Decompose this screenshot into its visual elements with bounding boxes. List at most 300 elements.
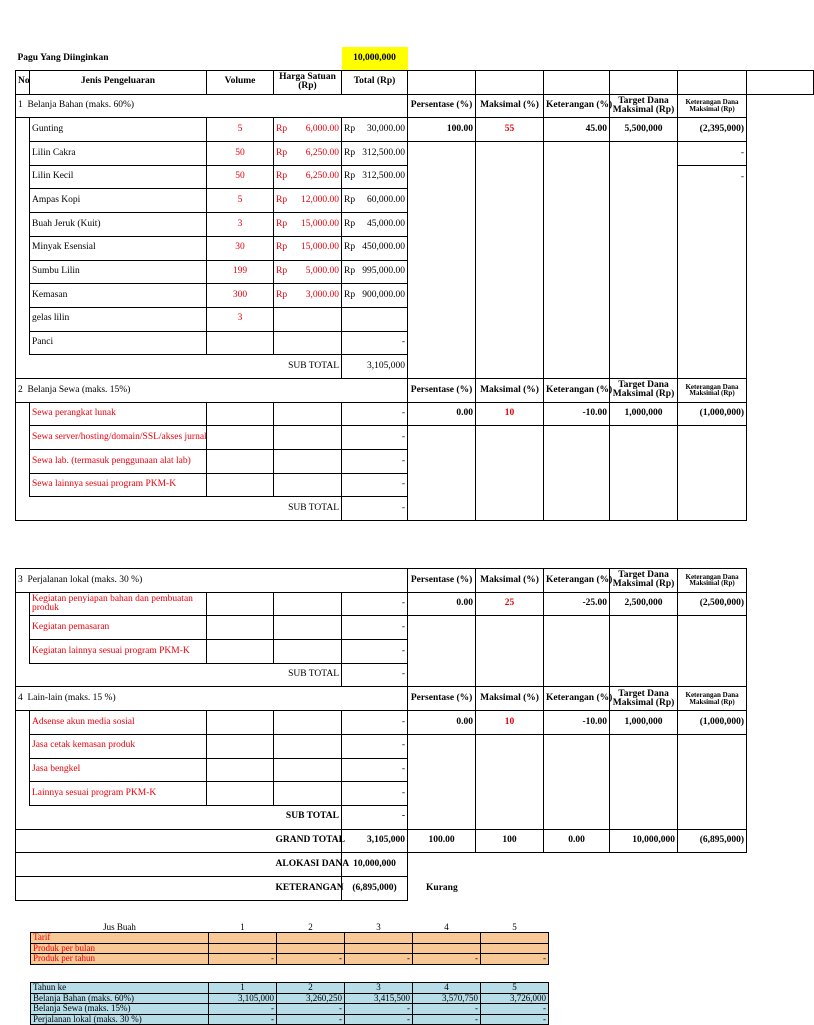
- cell-text: 900,000.00: [362, 289, 405, 300]
- table-cell: Keterangan (%): [544, 378, 610, 402]
- table-cell: -: [345, 1004, 413, 1015]
- table-cell: KETERANGAN: [274, 876, 342, 900]
- table-cell: -: [413, 1004, 481, 1015]
- table-cell: [544, 47, 610, 70]
- table-cell: [274, 236, 342, 260]
- table-cell: [544, 450, 610, 474]
- table-cell: [408, 260, 476, 284]
- table-cell: 5: [207, 189, 274, 213]
- table-row: [16, 734, 814, 758]
- table-cell: Keterangan (%): [544, 569, 610, 593]
- table-cell: 50: [207, 142, 274, 166]
- table-cell: [413, 943, 481, 954]
- table-cell: Maksimal (%): [476, 687, 544, 711]
- table-cell: Persentase (%): [408, 569, 476, 593]
- table-cell: [408, 236, 476, 260]
- table-cell: Produk per tahun: [31, 954, 209, 965]
- table-cell: [544, 805, 610, 829]
- table-cell: -: [342, 782, 408, 806]
- table-cell: [610, 734, 678, 758]
- header-jenis: Jenis Pengeluaran: [30, 70, 207, 94]
- table-cell: [209, 933, 277, 944]
- table-cell: [476, 70, 544, 94]
- table-cell: SUB TOTAL: [274, 497, 342, 521]
- table-cell: ALOKASI DANA: [274, 853, 342, 877]
- table-cell: [30, 853, 207, 877]
- table-cell: 4: [413, 983, 481, 994]
- table-cell: [207, 758, 274, 782]
- table-cell: [408, 616, 476, 640]
- cell-text: 6,250.00: [305, 171, 339, 182]
- currency-label: Rp: [276, 218, 288, 229]
- table-cell: 1: [209, 983, 277, 994]
- table-row: [16, 213, 814, 237]
- table-cell: [476, 284, 544, 308]
- table-cell: Maksimal (%): [476, 569, 544, 593]
- cell-text: 312,500.00: [362, 147, 405, 158]
- table-cell: Keterangan Dana Maksimal (Rp): [678, 687, 747, 711]
- table-cell: [16, 142, 30, 166]
- cell-text: 6,000.00: [305, 123, 339, 134]
- table-cell: 10,000,000: [610, 829, 678, 853]
- keterangan-value: (6,895,000): [342, 876, 408, 900]
- table-cell: [207, 663, 274, 687]
- tahun-table: [30, 982, 549, 1025]
- table-cell: [476, 616, 544, 640]
- cell-text: 312,500.00: [362, 171, 405, 182]
- cell-text: 15,000.00: [301, 242, 339, 253]
- table-row: [16, 782, 814, 806]
- table-cell: [16, 711, 30, 735]
- table-cell: [16, 260, 30, 284]
- cell-text: 30,000.00: [367, 123, 405, 134]
- table-cell: 3: [207, 213, 274, 237]
- table-cell: [30, 497, 207, 521]
- table-cell: Sewa lab. (termasuk penggunaan alat lab): [30, 450, 207, 474]
- table-cell: [16, 307, 30, 331]
- table-cell: [476, 758, 544, 782]
- table-cell: Adsense akun media sosial: [30, 711, 207, 735]
- table-row: [31, 954, 549, 965]
- grand-total-label: GRAND TOTAL: [274, 829, 342, 853]
- table-cell: [274, 331, 342, 355]
- table-cell: -: [342, 805, 408, 829]
- table-cell: [544, 331, 610, 355]
- table-cell: -: [209, 1014, 277, 1025]
- currency-label: Rp: [344, 195, 356, 206]
- cell-text: 995,000.00: [362, 266, 405, 277]
- table-cell: [274, 307, 342, 331]
- header-no: No: [16, 70, 30, 94]
- cell-text: 6,250.00: [305, 147, 339, 158]
- table-cell: [678, 355, 747, 379]
- table-row: [16, 307, 814, 331]
- table-cell: [274, 260, 342, 284]
- table-cell: [408, 165, 476, 189]
- table-cell: 50: [207, 165, 274, 189]
- table-cell: [274, 402, 342, 426]
- table-cell: [747, 70, 814, 94]
- table-cell: [408, 497, 476, 521]
- section-4-title: [16, 687, 408, 711]
- table-cell: Keterangan (%): [544, 687, 610, 711]
- table-cell: [274, 782, 342, 806]
- table-cell: [544, 640, 610, 664]
- currency-label: Rp: [344, 218, 356, 229]
- table-cell: [476, 426, 544, 450]
- table-cell: [209, 943, 277, 954]
- table-cell: [544, 284, 610, 308]
- table-cell: [408, 213, 476, 237]
- table-cell: -: [342, 758, 408, 782]
- table-row: [16, 402, 814, 426]
- table-cell: -: [209, 954, 277, 965]
- table-cell: [610, 758, 678, 782]
- header-keterangan: Keterangan (%): [544, 94, 610, 118]
- table-cell: [678, 473, 747, 497]
- section-2-title: [16, 378, 408, 402]
- table-cell: 10: [476, 402, 544, 426]
- table-cell: [476, 331, 544, 355]
- table-cell: [544, 734, 610, 758]
- budget-table-bottom: [15, 568, 814, 901]
- table-cell: [16, 782, 30, 806]
- table-cell: SUB TOTAL: [274, 805, 342, 829]
- table-cell: [610, 782, 678, 806]
- table-cell: Lainnya sesuai program PKM-K: [30, 782, 207, 806]
- table-cell: Gunting: [30, 118, 207, 142]
- table-cell: [408, 331, 476, 355]
- table-cell: [342, 142, 408, 166]
- cell-text: 2: [18, 384, 23, 395]
- pagu-label: Pagu Yang Diinginkan: [17, 52, 109, 63]
- table-cell: [678, 640, 747, 664]
- table-cell: [544, 663, 610, 687]
- table-cell: (2,395,000): [678, 118, 747, 142]
- table-cell: [476, 142, 544, 166]
- table-cell: [610, 236, 678, 260]
- table-cell: Minyak Esensial: [30, 236, 207, 260]
- table-cell: Buah Jeruk (Kuit): [30, 213, 207, 237]
- table-row: [16, 687, 814, 711]
- table-cell: [678, 331, 747, 355]
- table-cell: [274, 213, 342, 237]
- table-row: [16, 640, 814, 664]
- table-cell: -: [342, 616, 408, 640]
- table-cell: [678, 70, 747, 94]
- cell-text: 450,000.00: [362, 242, 405, 253]
- table-cell: [274, 165, 342, 189]
- table-cell: -: [342, 331, 408, 355]
- table-cell: [678, 758, 747, 782]
- table-cell: Keterangan Dana Maksimal (Rp): [678, 378, 747, 402]
- cell-text: 1: [18, 100, 23, 111]
- table-cell: -: [277, 954, 345, 965]
- jus-title: Jus Buah: [103, 921, 136, 932]
- grand-total-row: [16, 829, 814, 853]
- table-cell: Kegiatan lainnya sesuai program PKM-K: [30, 640, 207, 664]
- table-cell: 100.00: [408, 829, 476, 853]
- currency-label: Rp: [276, 266, 288, 277]
- table-cell: [30, 829, 207, 853]
- table-cell: [678, 450, 747, 474]
- table-cell: Panci: [30, 331, 207, 355]
- table-cell: 1: [240, 921, 245, 932]
- table-cell: Perjalanan lokal (maks. 30 %): [31, 1014, 209, 1025]
- table-cell: [610, 640, 678, 664]
- table-cell: -: [342, 497, 408, 521]
- table-cell: [678, 307, 747, 331]
- table-cell: [274, 450, 342, 474]
- table-cell: [476, 497, 544, 521]
- currency-label: Rp: [276, 242, 288, 253]
- table-cell: -: [342, 426, 408, 450]
- table-cell: [408, 734, 476, 758]
- table-cell: -25.00: [544, 592, 610, 616]
- table-cell: [345, 933, 413, 944]
- table-cell: 5: [207, 118, 274, 142]
- table-cell: [678, 876, 747, 900]
- table-cell: [408, 284, 476, 308]
- table-cell: 3: [207, 307, 274, 331]
- pagu-value: 10,000,000: [342, 47, 408, 70]
- table-cell: [476, 213, 544, 237]
- table-cell: [476, 473, 544, 497]
- cell-text: Lain-lain (maks. 15 %): [27, 693, 116, 704]
- table-cell: Ampas Kopi: [30, 189, 207, 213]
- table-cell: [16, 118, 30, 142]
- table-cell: [544, 70, 610, 94]
- table-cell: [610, 616, 678, 640]
- table-cell: Jasa bengkel: [30, 758, 207, 782]
- table-cell: [408, 426, 476, 450]
- table-cell: Target Dana Maksimal (Rp): [610, 569, 678, 593]
- table-cell: [678, 497, 747, 521]
- table-cell: [610, 307, 678, 331]
- table-cell: [544, 260, 610, 284]
- table-cell: [16, 663, 30, 687]
- table-row: [16, 236, 814, 260]
- table-cell: [16, 829, 30, 853]
- table-row: [31, 933, 549, 944]
- table-cell: [544, 758, 610, 782]
- table-cell: [610, 70, 678, 94]
- currency-label: Rp: [276, 195, 288, 206]
- table-cell: 1,000,000: [610, 711, 678, 735]
- table-cell: [207, 805, 274, 829]
- table-cell: [678, 853, 747, 877]
- table-cell: [610, 876, 678, 900]
- table-cell: [16, 426, 30, 450]
- table-cell: [16, 284, 30, 308]
- table-cell: [30, 805, 207, 829]
- table-cell: [274, 711, 342, 735]
- table-cell: 2: [277, 983, 345, 994]
- table-row: [16, 189, 814, 213]
- table-cell: (6,895,000): [678, 829, 747, 853]
- table-row: [16, 616, 814, 640]
- table-row: [16, 473, 814, 497]
- table-cell: 0.00: [408, 402, 476, 426]
- cell-text: 5,000.00: [305, 266, 339, 277]
- table-cell: (1,000,000): [678, 402, 747, 426]
- table-cell: [610, 450, 678, 474]
- table-cell: [481, 933, 549, 944]
- table-cell: 5: [481, 983, 549, 994]
- table-cell: -: [413, 1014, 481, 1025]
- table-cell: 5: [512, 921, 517, 932]
- table-cell: Tarif: [31, 933, 209, 944]
- cell-text: 3: [18, 574, 23, 585]
- keterangan-note: Kurang: [426, 882, 458, 893]
- table-cell: Jasa cetak kemasan produk: [30, 734, 207, 758]
- table-cell: [610, 497, 678, 521]
- header-persentase: Persentase (%): [408, 94, 476, 118]
- table-cell: [30, 876, 207, 900]
- table-cell: [16, 758, 30, 782]
- table-cell: -: [342, 711, 408, 735]
- table-cell: Keterangan Dana Maksimal (Rp): [678, 569, 747, 593]
- table-cell: [476, 782, 544, 806]
- table-cell: [610, 284, 678, 308]
- table-cell: [610, 142, 678, 166]
- table-cell: [274, 284, 342, 308]
- cell-text: 4: [18, 693, 23, 704]
- table-cell: -: [342, 592, 408, 616]
- cell-text: 15,000.00: [301, 218, 339, 229]
- table-cell: 4: [444, 921, 449, 932]
- currency-label: Rp: [276, 123, 288, 134]
- table-cell: -: [678, 165, 747, 189]
- table-cell: [476, 876, 544, 900]
- table-cell: [408, 70, 476, 94]
- table-cell: [408, 473, 476, 497]
- budget-table-top: [15, 47, 814, 521]
- cell-text: 60,000.00: [367, 195, 405, 206]
- table-cell: -: [413, 954, 481, 965]
- table-cell: [678, 805, 747, 829]
- table-cell: Lilin Kecil: [30, 165, 207, 189]
- currency-label: Rp: [276, 289, 288, 300]
- table-cell: -: [342, 663, 408, 687]
- table-cell: 3,105,000: [209, 993, 277, 1004]
- table-cell: 25: [476, 592, 544, 616]
- table-row: [16, 94, 814, 118]
- table-cell: [207, 450, 274, 474]
- table-cell: [544, 355, 610, 379]
- table-cell: [476, 640, 544, 664]
- table-cell: -: [209, 1004, 277, 1015]
- table-cell: [342, 284, 408, 308]
- subtotal-row: [16, 663, 814, 687]
- table-cell: [544, 782, 610, 806]
- table-cell: 5,500,000: [610, 118, 678, 142]
- table-cell: [544, 165, 610, 189]
- table-cell: [16, 402, 30, 426]
- table-cell: [476, 260, 544, 284]
- table-cell: [274, 473, 342, 497]
- table-cell: 10: [476, 711, 544, 735]
- table-cell: 0.00: [544, 829, 610, 853]
- table-cell: [408, 758, 476, 782]
- table-cell: [408, 189, 476, 213]
- table-cell: -: [342, 734, 408, 758]
- cell-text: Perjalanan lokal (maks. 30 %): [27, 574, 143, 585]
- table-cell: [544, 236, 610, 260]
- section-1-title: [16, 94, 408, 118]
- currency-label: Rp: [344, 242, 356, 253]
- table-cell: 45.00: [544, 118, 610, 142]
- table-cell: -: [342, 473, 408, 497]
- table-cell: [408, 853, 476, 877]
- table-row: [16, 450, 814, 474]
- table-row: [31, 983, 549, 994]
- table-cell: [544, 426, 610, 450]
- table-cell: [610, 853, 678, 877]
- cell-text: 12,000.00: [301, 195, 339, 206]
- table-cell: [274, 640, 342, 664]
- table-cell: [476, 450, 544, 474]
- currency-label: Rp: [344, 289, 356, 300]
- table-row: [16, 118, 814, 142]
- table-cell: 2,500,000: [610, 592, 678, 616]
- table-row: [31, 1004, 549, 1015]
- cell-text: Belanja Sewa (maks. 15%): [27, 384, 131, 395]
- table-cell: [274, 734, 342, 758]
- table-cell: [544, 853, 610, 877]
- table-cell: Kegiatan penyiapan bahan dan pembuatan produk: [30, 592, 207, 616]
- currency-label: Rp: [276, 171, 288, 182]
- table-cell: [207, 853, 274, 877]
- table-cell: -: [342, 450, 408, 474]
- table-cell: [610, 473, 678, 497]
- table-cell: [476, 47, 544, 70]
- table-cell: [544, 213, 610, 237]
- table-cell: [274, 616, 342, 640]
- table-cell: Target Dana Maksimal (Rp): [610, 378, 678, 402]
- table-cell: [476, 663, 544, 687]
- table-cell: [16, 853, 30, 877]
- table-cell: [610, 663, 678, 687]
- table-cell: [16, 616, 30, 640]
- table-cell: [207, 331, 274, 355]
- table-row: [16, 260, 814, 284]
- table-cell: [16, 734, 30, 758]
- header-harga: Harga Satuan (Rp): [274, 70, 342, 94]
- table-cell: [16, 640, 30, 664]
- table-cell: 55: [476, 118, 544, 142]
- table-cell: 3,105,000: [342, 355, 408, 379]
- table-cell: SUB TOTAL: [274, 355, 342, 379]
- table-cell: [413, 933, 481, 944]
- table-cell: Persentase (%): [408, 378, 476, 402]
- table-cell: [16, 473, 30, 497]
- subtotal-row: [16, 355, 814, 379]
- header-ket-dana: Keterangan Dana Maksimal (Rp): [678, 94, 747, 118]
- table-cell: [207, 355, 274, 379]
- table-cell: 3: [345, 983, 413, 994]
- table-cell: [277, 933, 345, 944]
- table-row: [31, 922, 549, 933]
- table-cell: 3,415,500: [345, 993, 413, 1004]
- currency-label: Rp: [276, 147, 288, 158]
- table-cell: [678, 213, 747, 237]
- table-cell: [678, 426, 747, 450]
- table-cell: [678, 663, 747, 687]
- table-row: [16, 331, 814, 355]
- table-cell: [610, 165, 678, 189]
- table-cell: gelas lilin: [30, 307, 207, 331]
